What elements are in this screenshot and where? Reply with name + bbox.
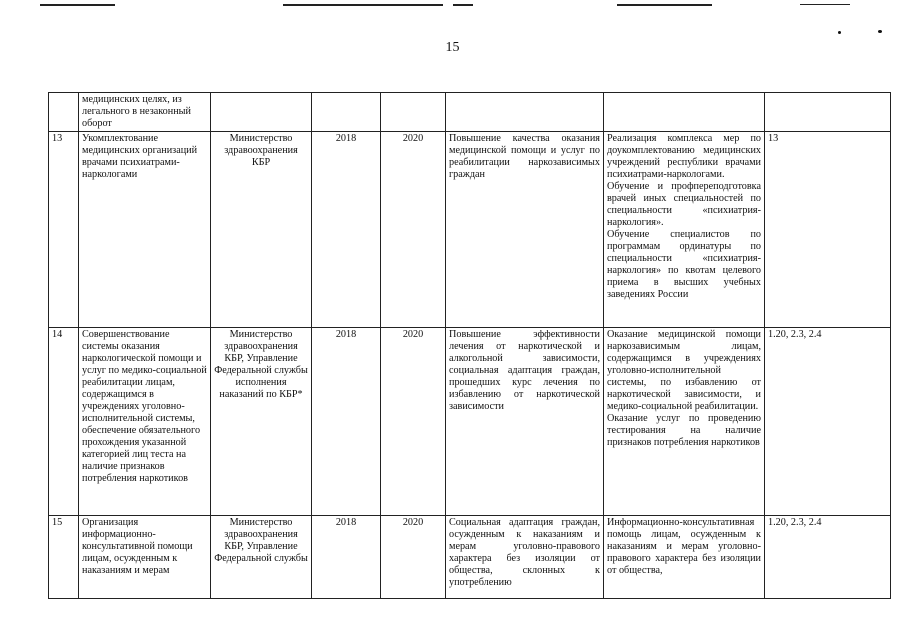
content-paragraph: Оказание медицинской помощи наркозависимым лицам, содержащимся в учреждениях уголовно-исполнительной системы, по избавлению от наркотической зависимости, и медико-социальной реабилитации. [607, 329, 761, 412]
content-paragraph: Реализация комплекса мер по доукомплектованию медицинских учреждений республики врачами психиатрами-наркологами. [607, 133, 761, 180]
expected-result: Повышение качества оказания медицинской помощи и услуг по реабилитации наркозависимых граждан [446, 132, 604, 328]
content-paragraph: Оказание услуг по проведению тестирования на наличие признаков потребления наркотиков [607, 413, 761, 448]
expected-result [446, 93, 604, 132]
measure-content [604, 132, 765, 328]
scan-artifact-line [453, 4, 473, 6]
row-number: 15 [49, 516, 79, 599]
indicator-link [765, 93, 891, 132]
measure-name: Укомплектование медицинских организаций врачами психиатрами-наркологами [79, 132, 211, 328]
content-paragraph: Обучение специалистов по программам ординатуры по специальности «психиатрия-наркология» по квотам целевого приема в высших учебных заведениях России [607, 229, 761, 300]
row-number [49, 93, 79, 132]
end-year: 2020 [381, 328, 446, 516]
scan-artifact-line [40, 4, 115, 6]
measure-name: Совершенствование системы оказания наркологической помощи и услуг по медико-социальной реабилитации лицам, содержащимся в учреждениях уголовно-исполнительной системы, обеспечение обязательного прохождения указанной категорией лиц теста на наличие признаков потребления наркотиков [79, 328, 211, 516]
measure-name: Организация информационно-консультативной помощи лицам, осужденным к наказаниям и мерам [79, 516, 211, 599]
indicator-link: 1.20, 2.3, 2.4 [765, 328, 891, 516]
responsible-executor: Министерство здравоохранения КБР, Управление Федеральной службы [211, 516, 312, 599]
end-year [381, 93, 446, 132]
start-year: 2018 [312, 328, 381, 516]
row-number: 14 [49, 328, 79, 516]
content-paragraph: Обучение и профпереподготовка врачей иных специальностей по специальности «психиатрия-наркология». [607, 181, 761, 228]
measure-content [604, 516, 765, 599]
end-year: 2020 [381, 132, 446, 328]
measures-table [48, 92, 891, 599]
measure-content [604, 328, 765, 516]
scan-speck [838, 31, 841, 34]
expected-result: Социальная адаптация граждан, осужденным к наказаниям и мерам уголовно-правового характера без изоляции от общества, склонных к употреблению [446, 516, 604, 599]
start-year: 2018 [312, 132, 381, 328]
expected-result: Повышение эффективности лечения от наркотической и алкогольной зависимости, социальная адаптация граждан, прошедших курс лечения по избавлению от наркотической зависимости [446, 328, 604, 516]
end-year: 2020 [381, 516, 446, 599]
table-row [49, 328, 891, 516]
scan-artifact-line [283, 4, 443, 6]
measure-name: медицинских целях, из легального в незаконный оборот [79, 93, 211, 132]
scan-speck [878, 30, 882, 33]
indicator-link: 13 [765, 132, 891, 328]
measure-content [604, 93, 765, 132]
start-year: 2018 [312, 516, 381, 599]
content-paragraph: Информационно-консультативная помощь лицам, осужденным к наказаниям и мерам уголовно-правового характера без изоляции от общества, [607, 517, 761, 576]
row-number: 13 [49, 132, 79, 328]
table-row [49, 516, 891, 599]
responsible-executor: Министерство здравоохранения КБР [211, 132, 312, 328]
scan-artifact-line [800, 4, 850, 5]
table-row [49, 93, 891, 132]
page-number: 15 [445, 40, 460, 55]
scan-artifact-line [617, 4, 712, 6]
start-year [312, 93, 381, 132]
responsible-executor [211, 93, 312, 132]
table-row [49, 132, 891, 328]
indicator-link: 1.20, 2.3, 2.4 [765, 516, 891, 599]
responsible-executor: Министерство здравоохранения КБР, Управление Федеральной службы исполнения наказаний по КБР* [211, 328, 312, 516]
